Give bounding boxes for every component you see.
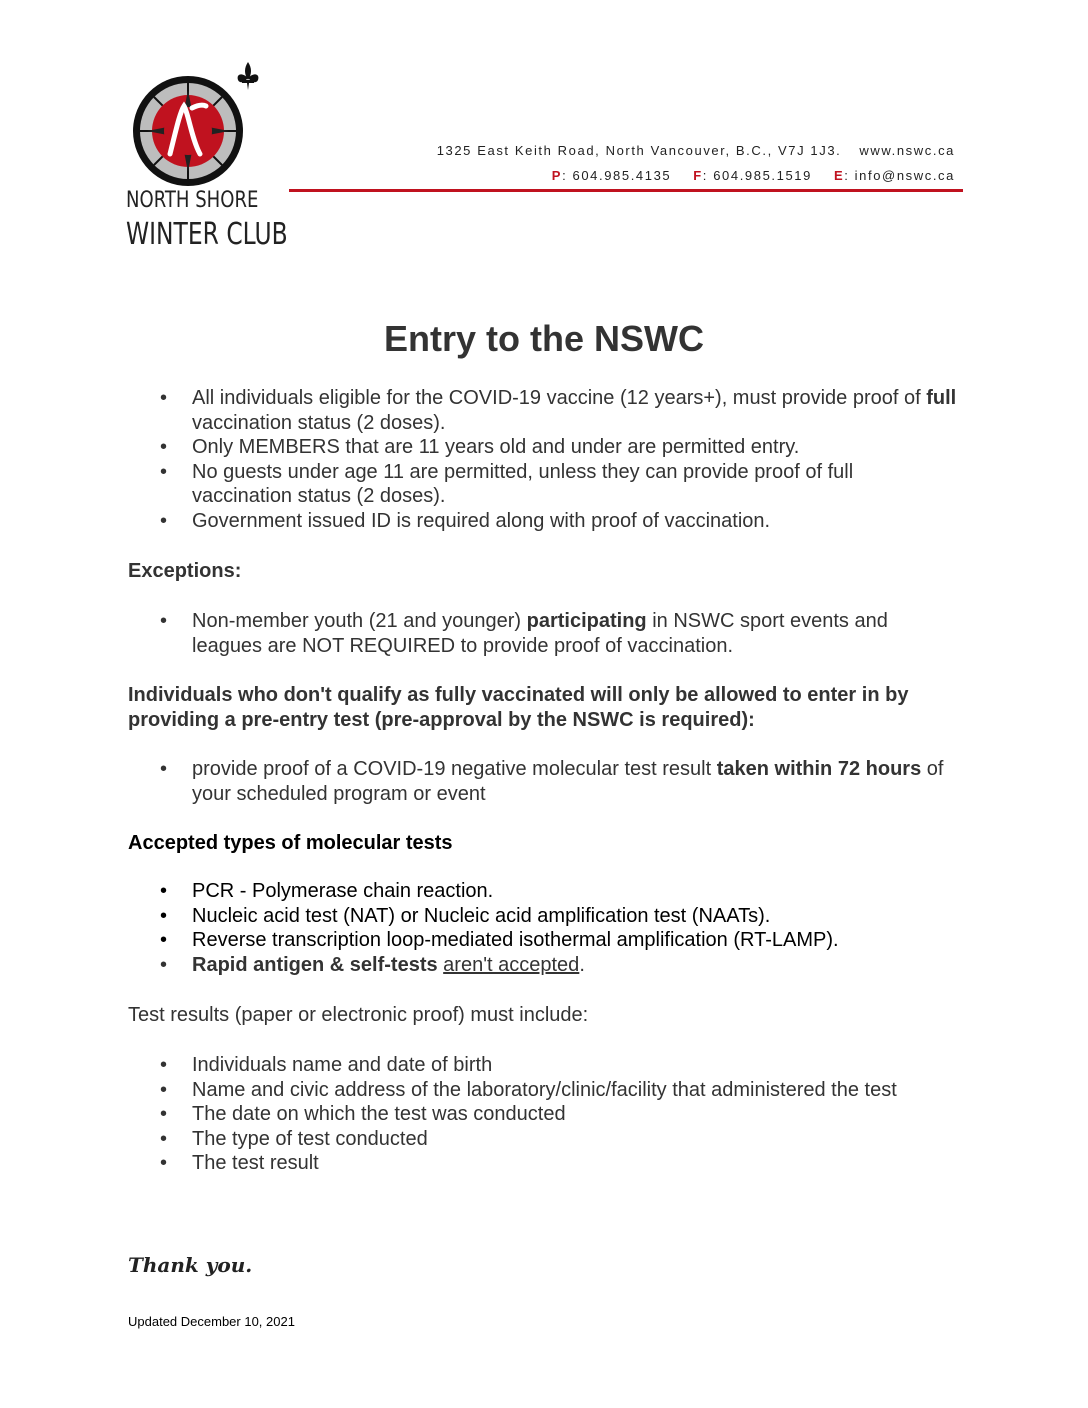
- accepted-tests-heading: Accepted types of molecular tests: [128, 832, 453, 854]
- requirements-list: [128, 386, 958, 533]
- list-item: • Non-member youth (21 and younger) participating in NSWC sport events and leagues are NOT REQUIRED to provide proof of vaccination.: [128, 609, 958, 658]
- thank-you-note: Thank you.: [128, 1253, 253, 1277]
- exceptions-heading: Exceptions:: [128, 560, 242, 582]
- list-item: • provide proof of a COVID-19 negative molecular test result taken within 72 hours of your scheduled program or event: [128, 757, 958, 806]
- list-item: • Government issued ID is required along with proof of vaccination.: [128, 509, 958, 534]
- website-link[interactable]: www.nswc.ca: [859, 143, 955, 158]
- fax-label: F: [693, 168, 703, 183]
- phone-label: P: [551, 168, 563, 183]
- list-item: • Reverse transcription loop-mediated isothermal amplification (RT-LAMP).: [128, 928, 958, 953]
- address: 1325 East Keith Road, North Vancouver, B.C., V7J 1J3.: [436, 143, 842, 158]
- pre-entry-list: [128, 757, 958, 806]
- logo-text-north-shore: NORTH SHORE: [126, 188, 259, 213]
- exceptions-list: [128, 609, 958, 658]
- list-item: • All individuals eligible for the COVID-19 vaccine (12 years+), must provide proof of full vaccination status (2 doses).: [128, 386, 958, 435]
- accepted-tests-list: [128, 879, 958, 977]
- fax-number: 604.985.1519: [713, 168, 812, 183]
- page-title: Entry to the NSWC: [384, 318, 704, 359]
- club-logo: [126, 60, 288, 260]
- phone-number: 604.985.4135: [572, 168, 672, 183]
- contact-line: P: 604.985.4135 F: 604.985.1519 E: info@nswc.ca: [551, 168, 955, 183]
- list-item: • Only MEMBERS that are 11 years old and under are permitted entry.: [128, 435, 958, 460]
- list-item: • Rapid antigen & self-tests aren't accepted.: [128, 953, 958, 978]
- list-item: • The type of test conducted: [128, 1127, 958, 1152]
- list-item: • Nucleic acid test (NAT) or Nucleic acid amplification test (NAATs).: [128, 904, 958, 929]
- list-item: • Name and civic address of the laboratory/clinic/facility that administered the test: [128, 1078, 958, 1103]
- address-line: [437, 143, 955, 158]
- list-item: • Individuals name and date of birth: [128, 1053, 958, 1078]
- list-item: • The date on which the test was conducted: [128, 1102, 958, 1127]
- email-link[interactable]: info@nswc.ca: [854, 168, 955, 183]
- pre-entry-heading: Individuals who don't qualify as fully vaccinated will only be allowed to enter in by providing a pre-entry test (pre-approval by the NSWC is required):: [128, 684, 909, 731]
- email-label: E: [833, 168, 845, 183]
- header-divider: [289, 189, 963, 192]
- results-list: [128, 1053, 958, 1176]
- results-intro: Test results (paper or electronic proof) must include:: [128, 1004, 589, 1026]
- updated-date: Updated December 10, 2021: [128, 1314, 295, 1329]
- compass-logo-icon: [126, 60, 276, 190]
- logo-text-winter-club: WINTER CLUB: [126, 217, 288, 252]
- list-item: • No guests under age 11 are permitted, unless they can provide proof of full vaccination status (2 doses).: [128, 460, 958, 509]
- list-item: • The test result: [128, 1151, 958, 1176]
- list-item: • PCR - Polymerase chain reaction.: [128, 879, 958, 904]
